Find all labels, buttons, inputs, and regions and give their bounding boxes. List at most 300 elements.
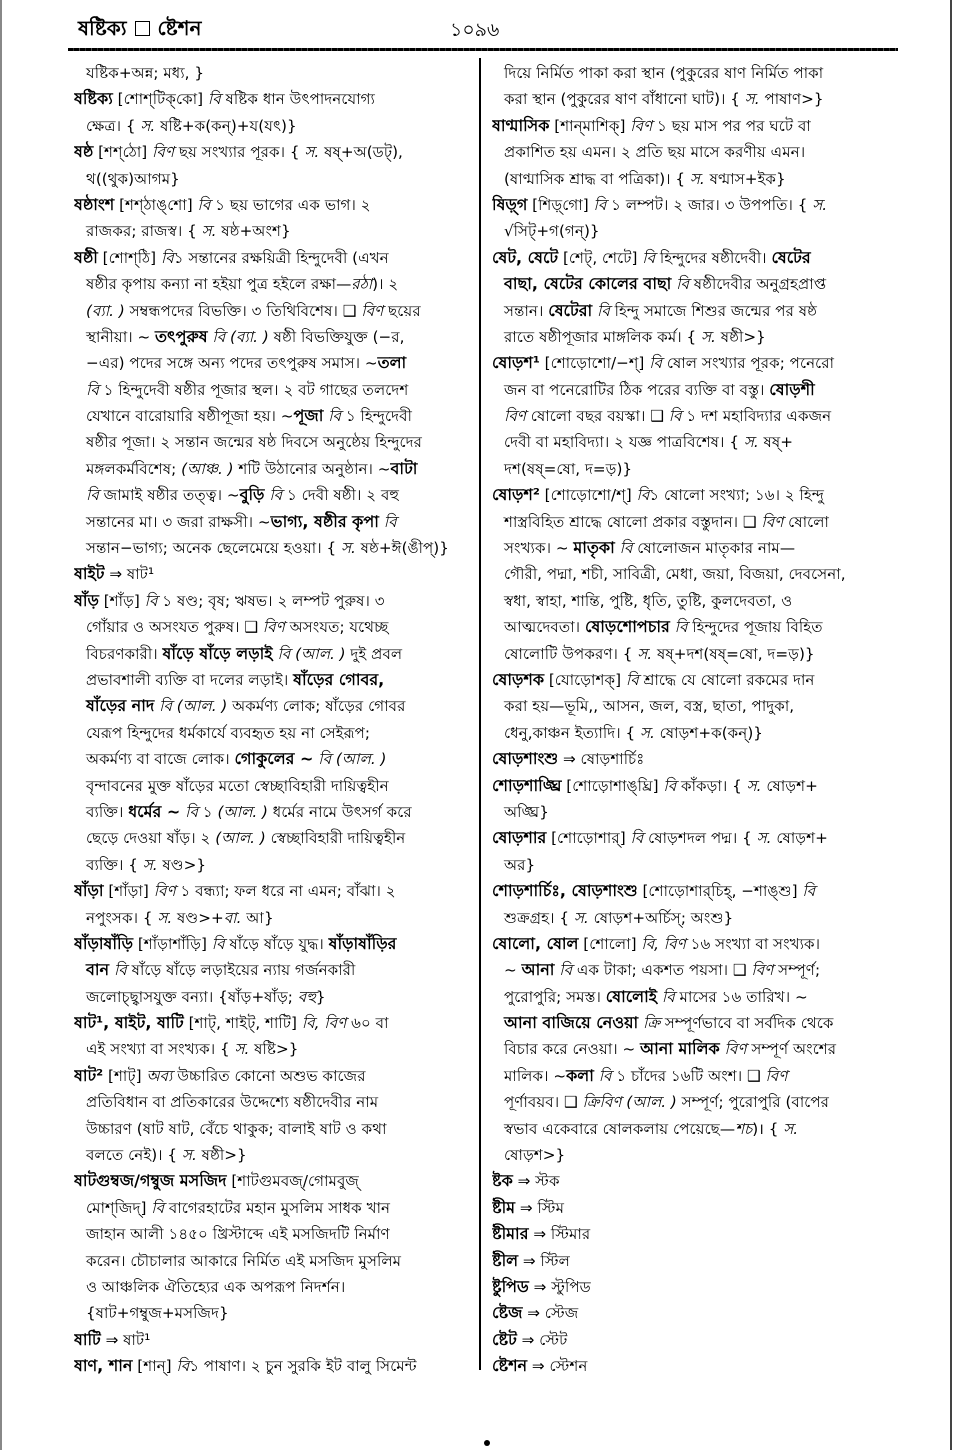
- grammar-label: স.: [201, 222, 217, 241]
- definition-text: যেরূপ হিন্দুদের ধর্মকার্যে ব্যবহৃত হয় না সেইরূপ;: [86, 723, 371, 742]
- grammar-label: বি: [144, 591, 158, 610]
- grammar-label: স.: [701, 327, 716, 346]
- definition-text: ষষ্ঠী>}: [715, 327, 766, 346]
- definition-text: জলোচ্ছ্বাসযুক্ত বন্যা। {ষাঁড়+ষাঁড়;: [86, 987, 298, 1006]
- grammar-label: স.: [140, 116, 156, 135]
- grammar-label: (ব্যা. ): [86, 301, 125, 320]
- grammar-label: বি: [185, 802, 198, 821]
- headword-text: ষাঁড়াষাঁড়ি: [74, 933, 133, 953]
- entry-headword-line: [492, 113, 892, 139]
- definition-text: ষষ্ঠীর পূজা। ২ সন্তান জন্মের ষষ্ঠ দিবসে অনুষ্ঠেয় হিন্দুদের: [86, 433, 422, 452]
- entry-continuation-line: [74, 773, 474, 799]
- entry-headword-line: [74, 139, 474, 165]
- definition-text: অঙ্ঘ্রি}: [504, 802, 549, 821]
- definition-text: থ((থুক)আগম}: [86, 169, 180, 188]
- definition-text: [শাট্‌]: [103, 1066, 147, 1085]
- entry-continuation-line: [74, 60, 474, 86]
- entry-continuation-line: [74, 509, 474, 535]
- entry-continuation-line: [74, 799, 474, 825]
- entry-headword-line: [492, 878, 892, 904]
- grammar-label: বহু: [297, 987, 316, 1006]
- entry-continuation-line: [74, 113, 474, 139]
- headword-text: গোকুলের ~: [234, 749, 314, 769]
- entry-continuation-line: [492, 588, 892, 614]
- definition-text: )। {: [752, 1119, 784, 1138]
- headword-text: ষাট²: [74, 1065, 104, 1085]
- entry-headword-line: [74, 1327, 474, 1353]
- definition-text: স্বভাব একেবারে ষোলকলায় পেয়েছে—: [504, 1119, 736, 1138]
- entry-continuation-line: [74, 1221, 474, 1247]
- entry-continuation-line: [74, 984, 474, 1010]
- definition-text: বলতে নেই)। {: [86, 1146, 182, 1165]
- definition-text: ছেড়ে দেওয়া ষাঁড়। ২: [86, 829, 216, 848]
- entry-continuation-line: [492, 1063, 892, 1089]
- grammar-label: স.: [573, 908, 589, 927]
- grammar-label: বি: [151, 1198, 165, 1217]
- grammar-label: বি: [113, 961, 127, 980]
- definition-text: [শোশ্‌ঠি]: [97, 248, 161, 267]
- grammar-label: বি: [86, 380, 99, 399]
- entry-continuation-line: [492, 1089, 892, 1115]
- entry-continuation-line: [492, 1142, 892, 1168]
- entry-continuation-line: [74, 1089, 474, 1115]
- grammar-label: বি: [176, 1357, 190, 1376]
- grammar-label: ক্রিবিণ (আল. ): [582, 1093, 677, 1112]
- definition-text: [যোড়োশক্‌]: [544, 670, 626, 689]
- definition-text: মঙ্গলকর্মবিশেষ;: [86, 459, 182, 478]
- definition-text: ⇒ স্টেজ: [522, 1304, 579, 1323]
- grammar-label: বিণ: [724, 1040, 747, 1059]
- definition-text: ⇒ স্টক: [512, 1172, 560, 1191]
- page-right-edge: [950, 0, 952, 1450]
- entry-continuation-line: [74, 957, 474, 983]
- entry-continuation-line: [74, 1248, 474, 1274]
- definition-text: [শাট্‌, শাইট্‌, শাটি]: [183, 1014, 302, 1033]
- definition-text: অর}: [504, 855, 536, 874]
- grammar-label: স.: [746, 776, 762, 795]
- definition-text: ষষ্‌+দশ(ষষ্‌=ষো, দ=ড়)}: [652, 644, 815, 663]
- definition-text: [শাঁড়]: [98, 591, 145, 610]
- entry-continuation-line: [74, 1142, 474, 1168]
- definition-text: ⇒ স্টিম: [515, 1198, 565, 1217]
- headword-text: ষাঁড়ের গোবর,: [293, 669, 385, 689]
- definition-text: ষণ্ড>}: [157, 855, 207, 874]
- grammar-label: স.: [743, 433, 759, 452]
- definition-text: ১ ছয় মাস পর পর ঘটে বা: [652, 116, 811, 135]
- definition-text: দিয়ে নির্মিত পাকা করা স্থান (পুকুরের ষাণ নির্মিত পাকা: [504, 64, 824, 82]
- definition-text: ষোলো বছর বয়স্কা। ❑: [525, 407, 669, 426]
- grammar-label: ক্রি: [643, 1014, 661, 1033]
- definition-text: মালিক। ~: [504, 1066, 567, 1085]
- grammar-label: বিণ: [761, 512, 784, 531]
- entry-headword-line: [74, 561, 474, 587]
- entry-continuation-line: [74, 1116, 474, 1142]
- definition-text: স্বধা, স্বাহা, শান্তি, পুষ্টি, ধৃতি, তুষ্টি, কুলদেবতা, ও: [504, 591, 793, 610]
- definition-text: [শান্‌]: [132, 1357, 177, 1376]
- definition-text: কাঁকড়া। {: [676, 776, 747, 795]
- grammar-label: বি: [625, 670, 639, 689]
- definition-text: ষাঁড়ে ষাঁড়ে যুদ্ধ।: [224, 934, 329, 953]
- headword-text: ধর্মের ~: [128, 801, 181, 821]
- definition-text: [শোড়োশো/−শ্‌]: [539, 354, 650, 373]
- left-column: [74, 60, 474, 1380]
- entry-headword-line: [492, 1168, 892, 1194]
- entry-headword-line: [492, 1221, 892, 1247]
- definition-text: {ষাট+গম্বুজ+মসজিদ}: [86, 1304, 229, 1323]
- grammar-label: বি: [619, 539, 633, 558]
- definition-text: বৃন্দাবনের মুক্ত ষাঁড়ের মতো স্বেচ্ছাবিহারী দায়িত্বহীন: [86, 776, 389, 795]
- grammar-label: স.: [783, 1119, 799, 1138]
- definition-text: করা হয়—ভূমি,, আসন, জল, বস্ত্র, ছাতা, পাদুকা,: [504, 697, 795, 716]
- entry-continuation-line: [492, 1036, 892, 1062]
- headword-text: আনা মালিক: [640, 1039, 720, 1059]
- definition-text: মোশ্‌জিদ্‌]: [86, 1198, 152, 1217]
- grammar-label: স.: [744, 90, 760, 109]
- entry-headword-line: [74, 1168, 474, 1194]
- headword-text: শোড়শার্চিঃ, ষোড়শাংশু: [492, 881, 638, 901]
- headword-text: ষষ্টিক্য: [74, 89, 113, 109]
- right-column: [492, 60, 892, 1380]
- headword-text: ষাঁড়া: [74, 881, 104, 901]
- definition-text: করেন। চৌচালার আকারে নির্মিত এই মসজিদ মুসলিম: [86, 1251, 402, 1270]
- grammar-label: বি: [269, 486, 283, 505]
- grammar-label: বিণ: [361, 301, 384, 320]
- headword-text: ষষ্ঠাংশ: [74, 194, 115, 214]
- definition-text: ১ হিন্দুদেবী: [341, 407, 412, 426]
- entry-continuation-line: [74, 166, 474, 192]
- definition-text: যেখানে বারোয়ারি ষষ্ঠীপূজা হয়। ~: [86, 407, 294, 426]
- definition-text: ৬০ বা: [346, 1014, 389, 1033]
- headword-text: আনা: [521, 960, 555, 980]
- entry-continuation-line: [492, 324, 892, 350]
- entry-headword-line: [492, 931, 892, 957]
- entry-continuation-line: [492, 166, 892, 192]
- entry-continuation-line: [492, 799, 892, 825]
- definition-text: অকর্মণ্য লোক; ষাঁড়ের গোবর: [227, 697, 406, 716]
- headword-text: ষাটি: [74, 1329, 101, 1349]
- grammar-label: বি (আল. ): [277, 644, 346, 663]
- grammar-label: স.: [340, 539, 356, 558]
- grammar-label: বি: [598, 1066, 612, 1085]
- entry-headword-line: [74, 192, 474, 218]
- definition-text: ষষ্‌+: [758, 433, 793, 452]
- grammar-label: বিণ: [751, 961, 774, 980]
- definition-text: পুরোপুরি; সমস্ত।: [504, 987, 606, 1006]
- headword-text: ষোড়শোপচার: [584, 617, 670, 637]
- definition-text: শ্রাদ্ধে যে ষোলো রকমের দান: [638, 670, 815, 689]
- definition-text: বিচরণকারী।: [86, 644, 163, 663]
- definition-text: ধেনু,কাঞ্চন ইত্যাদি। {: [504, 723, 640, 742]
- headword-text: ষোলো, ষোল: [492, 933, 579, 953]
- grammar-label: বি: [383, 512, 397, 531]
- definition-text: [শোড়োশার্‌চিহ্‌, −শাঙ্‌শু]: [637, 882, 803, 901]
- definition-text: পূর্ণাবয়ব। ❑: [504, 1093, 583, 1112]
- entry-headword-line: [492, 245, 892, 271]
- grammar-label: বি: [649, 354, 662, 373]
- definition-text: ষোড়শ+: [761, 776, 818, 795]
- page-header: [70, 8, 900, 48]
- definition-text: [শেট্‌, শেটে]: [558, 248, 643, 267]
- definition-text: ষোলোটি উপকরণ। {: [504, 644, 638, 663]
- entry-headword-line: [74, 1353, 474, 1379]
- definition-text: সম্পূর্ণ; পুরোপুরি (বাপের: [676, 1093, 829, 1112]
- headword-text: মাতৃকা: [573, 538, 615, 558]
- grammar-label: বি: [802, 882, 816, 901]
- definition-text: ষোড়শ+ক(কন্‌)}: [654, 723, 763, 742]
- entry-continuation-line: [492, 561, 892, 587]
- definition-text: ~: [504, 961, 522, 980]
- definition-text: ⇒ স্টেশন: [527, 1357, 588, 1376]
- grammar-label: বি: [661, 987, 675, 1006]
- grammar-label: বি, বিণ: [641, 934, 686, 953]
- definition-text: গোঁয়ার ও অসংযত পুরুষ। ❑: [86, 618, 263, 637]
- headword-text: ষোড়শক: [492, 669, 545, 689]
- grammar-label: বি: [86, 486, 99, 505]
- entry-continuation-line: [74, 1036, 474, 1062]
- definition-text: ষোল সংখ্যার পূরক; পনেরো: [662, 354, 835, 373]
- entry-continuation-line: [74, 852, 474, 878]
- definition-text: স্বেচ্ছাবিহারী দায়িত্বহীন: [265, 829, 406, 848]
- definition-text: হিন্দু সমাজে শিশুর জন্মের পর ষষ্ঠ: [609, 301, 818, 320]
- scan-speck: [484, 1440, 490, 1446]
- entry-continuation-line: [492, 509, 892, 535]
- entry-continuation-line: [74, 403, 474, 429]
- definition-text: ব্যক্তি।: [86, 802, 129, 821]
- entry-continuation-line: [492, 1010, 892, 1036]
- definition-text: প্রভাবশালী ব্যক্তি বা দলের লড়াই।: [86, 670, 294, 689]
- entry-continuation-line: [492, 957, 892, 983]
- grammar-label: বিণ: [765, 1066, 788, 1085]
- definition-text: [শশ্‌ঠাঙ্‌শো]: [114, 195, 198, 214]
- definition-text: ১ ষোলো সংখ্যা; ১৬। ২ হিন্দু: [649, 486, 825, 505]
- definition-text: মাসের ১৬ তারিখ। ~: [674, 987, 808, 1006]
- entry-headword-line: [492, 1248, 892, 1274]
- entry-continuation-line: [492, 641, 892, 667]
- definition-text: ষষ্টি>}: [249, 1040, 299, 1059]
- definition-text: }: [315, 987, 326, 1006]
- entry-continuation-line: [492, 905, 892, 931]
- entry-continuation-line: [492, 984, 892, 1010]
- definition-text: [শোড়োশো/শ্‌]: [539, 486, 637, 505]
- headword-text: ষোড়শ¹: [492, 353, 540, 373]
- grammar-label: বি: [636, 486, 650, 505]
- grammar-label: বিণ: [262, 618, 285, 637]
- definition-text: করা স্থান (পুকুরের ষাণ বাঁধানো ঘাট)। {: [504, 90, 745, 109]
- definition-text: ষষ্টিক ধান উৎপাদনযোগ্য: [220, 90, 375, 109]
- definition-text: ও আঞ্চলিক ঐতিহ্যের এক অপরূপ নিদর্শন।: [86, 1277, 346, 1296]
- definition-text: অকর্মণ্য বা বাজে লোক।: [86, 750, 235, 769]
- entry-continuation-line: [74, 825, 474, 851]
- grammar-label: বি: [596, 301, 610, 320]
- entry-headword-line: [492, 350, 892, 376]
- grammar-label: বি: [630, 829, 644, 848]
- grammar-label: বি: [559, 961, 573, 980]
- entry-continuation-line: [74, 641, 474, 667]
- definition-text: শাস্ত্রবিহিত শ্রাদ্ধে ষোলো প্রকার বস্তুদান। ❑: [504, 512, 762, 531]
- header-rule: [68, 48, 898, 51]
- entry-headword-line: [492, 482, 892, 508]
- headword-text: ষাট¹, ষাইট, ষাটি: [74, 1013, 184, 1033]
- entry-continuation-line: [74, 905, 474, 931]
- grammar-label: স.: [689, 169, 705, 188]
- grammar-label: স.: [812, 195, 828, 214]
- entry-continuation-line: [492, 403, 892, 429]
- grammar-label: স.: [234, 1040, 250, 1059]
- entry-continuation-line: [74, 693, 474, 719]
- definition-text: জামাই ষষ্ঠীর তত্ত্ব। ~: [98, 486, 240, 505]
- grammar-label: বি: [663, 776, 677, 795]
- definition-text: ষোড়শ>}: [504, 1146, 566, 1165]
- definition-text: দেবী বা মহাবিদ্যা। ২ যজ্ঞ পাত্রবিশেষ। {: [504, 433, 744, 452]
- entry-continuation-line: [492, 86, 892, 112]
- entry-headword-line: [74, 1010, 474, 1036]
- headword-text: ষ্টক: [492, 1171, 513, 1191]
- definition-text: ১ সন্তানের রক্ষয়িত্রী হিন্দুদেবী (এখন: [173, 248, 389, 267]
- entry-continuation-line: [492, 271, 892, 297]
- entry-continuation-line: [492, 139, 892, 165]
- entry-continuation-line: [492, 614, 892, 640]
- definition-text: গৌরী, পদ্মা, শচী, সাবিত্রী, মেধা, জয়া, বিজয়া, দেবসেনা,: [504, 565, 846, 584]
- definition-text: ষষ্ঠ+অংশ}: [216, 222, 291, 241]
- definition-text: বিচার করে নেওয়া। ~: [504, 1040, 641, 1059]
- definition-text: [শোলো]: [578, 934, 642, 953]
- definition-text: জন বা পনেরোটির ঠিক পরের ব্যক্তি বা বস্তু।: [504, 380, 770, 399]
- entry-continuation-line: [492, 535, 892, 561]
- definition-text: প্রকাশিত হয় এমন। ২ প্রতি ছয় মাসে করণীয় এমন।: [504, 143, 806, 162]
- definition-text: ⇒ ষোড়শার্চিঃ: [558, 750, 645, 769]
- entry-continuation-line: [74, 298, 474, 324]
- headword-text: ষ্টেশন: [492, 1356, 528, 1376]
- headword-text: ষাণ, শান: [74, 1356, 133, 1376]
- definition-text: সন্তানের মা। ৩ জরা রাক্ষসী। ~: [86, 512, 271, 531]
- definition-text: [শোড়োশার্‌]: [546, 829, 631, 848]
- headword-text: ভাগ্য, ষষ্ঠীর কৃপা: [270, 511, 379, 531]
- grammar-label: বি: [207, 90, 221, 109]
- definition-text: ষষ্ঠ+ঈ(ঙীপ্‌)}: [355, 539, 449, 558]
- page-left-edge: [0, 0, 2, 1450]
- headword-text: ষোড়শার: [492, 828, 547, 848]
- entry-headword-line: [74, 1063, 474, 1089]
- headword-text: ষোলোই: [605, 986, 658, 1006]
- definition-text: ছয়ের: [383, 301, 421, 320]
- headword-text: ষ্টীম: [492, 1197, 516, 1217]
- grammar-label: বি: [328, 407, 342, 426]
- grammar-label: স.: [181, 1146, 197, 1165]
- grammar-label: (আল. ): [217, 802, 268, 821]
- entry-continuation-line: [74, 271, 474, 297]
- headword-range: [78, 14, 201, 47]
- headword-text: ষষ্ঠী: [74, 247, 98, 267]
- definition-text: ষষ্ঠীর কৃপায় কন্যা না হইয়া পুত্র হইলে রক্ষা—: [86, 275, 352, 294]
- definition-text: ষষ্ঠী>}: [196, 1146, 247, 1165]
- definition-text: ষষ্টি+ক(কন্‌)+য(যৎ)}: [155, 116, 297, 135]
- headword-text: আনা বাজিয়ে নেওয়া: [504, 1013, 639, 1033]
- definition-text: ⇒ স্টেট: [516, 1330, 568, 1349]
- definition-text: শুক্রগ্রহ। {: [504, 908, 574, 927]
- definition-text: হিন্দুদের ষষ্ঠীদেবী।: [655, 248, 772, 267]
- definition-text: বাগেরহাটের মহান মুসলিম সাধক খান: [164, 1198, 391, 1217]
- definition-text: ষষ্ঠী বিভক্তিযুক্ত (−র,: [268, 327, 405, 346]
- grammar-label: বিণ: [630, 116, 653, 135]
- entry-continuation-line: [74, 324, 474, 350]
- grammar-label: বি (আল. ): [318, 750, 387, 769]
- grammar-label: স.: [304, 143, 320, 162]
- grammar-label: রঠা: [351, 275, 373, 294]
- definition-text: অসংযত; যথেচ্ছ: [284, 618, 389, 637]
- definition-text: পাষাণ>}: [759, 90, 824, 109]
- headword-text: ষেটের: [771, 247, 811, 267]
- entry-continuation-line: [74, 377, 474, 403]
- definition-text: শটি উঠানোর অনুষ্ঠান। ~: [233, 459, 391, 478]
- definition-text: দুই প্রবল: [345, 644, 403, 663]
- grammar-label: বি: [674, 618, 688, 637]
- grammar-label: বা.: [223, 908, 242, 927]
- headword-text: ষাঁড়: [74, 590, 99, 610]
- definition-text: উচ্চারিত কোনো অশুভ কাজের: [172, 1066, 366, 1085]
- definition-text: ১ ষণ্ড; বৃষ; ঋষভ। ২ লম্পট পুরুষ। ৩: [157, 591, 385, 610]
- headword-text: পূজা: [293, 406, 324, 426]
- headword-text: ষ্টীমার: [492, 1224, 529, 1244]
- definition-text: ষোড়শ+: [771, 829, 828, 848]
- separator-box-icon: [135, 21, 150, 36]
- headword-text: ষাটগুম্বজ/গম্বুজ মসজিদ: [74, 1171, 227, 1191]
- entry-continuation-line: [74, 218, 474, 244]
- grammar-label: বি: [593, 195, 607, 214]
- entry-headword-line: [492, 667, 892, 693]
- column-divider: [479, 58, 481, 1370]
- definition-text: ষণ্ড>+: [172, 908, 224, 927]
- definition-text: ব্যক্তি। {: [86, 855, 143, 874]
- definition-text: ধর্মের নামে উৎসর্গ করে: [267, 802, 412, 821]
- definition-text: সন্তান।: [504, 301, 549, 320]
- last-headword: ষ্টেশন: [157, 16, 202, 40]
- definition-text: ষষ্ঠীদেবীর অনুগ্রহপ্রাপ্ত: [688, 275, 827, 294]
- definition-text: ষোড়শ+অর্চিস্‌; অংশু}: [588, 908, 734, 927]
- definition-text: [শান্‌মাশিক্‌]: [549, 116, 631, 135]
- grammar-label: বিণ: [152, 143, 174, 162]
- entry-continuation-line: [492, 298, 892, 324]
- definition-text: রাজকর; রাজস্ব। {: [86, 222, 202, 241]
- headword-text: ষষ্ঠ: [74, 142, 94, 162]
- grammar-label: শচ: [735, 1119, 753, 1138]
- grammar-label: বি: [676, 275, 689, 294]
- definition-text: ষণ্মাস+ইক}: [704, 169, 786, 188]
- headword-text: ষ্টেট: [492, 1329, 517, 1349]
- definition-text: [শোড়োশাঙ্‌ঘ্রি]: [561, 776, 664, 795]
- entry-continuation-line: [74, 482, 474, 508]
- grammar-label: স.: [142, 855, 158, 874]
- grammar-label: বি (আল. ): [159, 697, 228, 716]
- headword-text: ষ্টীল: [492, 1250, 519, 1270]
- entry-continuation-line: [74, 350, 474, 376]
- entry-continuation-line: [492, 218, 892, 244]
- entry-continuation-line: [492, 60, 892, 86]
- definition-text: ১ লম্পট। ২ জার। ৩ উপপতি। {: [606, 195, 813, 214]
- entry-continuation-line: [492, 377, 892, 403]
- definition-text: ⇒ স্টিল: [518, 1251, 570, 1270]
- definition-text: ⇒ ষাট¹: [104, 565, 155, 584]
- headword-text: বুড়ি: [239, 485, 265, 505]
- entry-headword-line: [492, 192, 892, 218]
- definition-text: [শিড়্‌গো]: [527, 195, 594, 214]
- definition-text: [শাঁড়া]: [103, 882, 154, 901]
- headword-text: ষাইট: [74, 564, 105, 584]
- entry-headword-line: [492, 746, 892, 772]
- definition-text: ষাঁড়ে ষাঁড়ে লড়াইয়ের ন্যায় গর্জনকারী: [126, 961, 356, 980]
- definition-text: দশ(ষষ্‌=ষো, দ=ড়)}: [504, 459, 633, 478]
- grammar-label: (আঞ্চ. ): [181, 459, 234, 478]
- headword-text: তলা: [377, 353, 407, 373]
